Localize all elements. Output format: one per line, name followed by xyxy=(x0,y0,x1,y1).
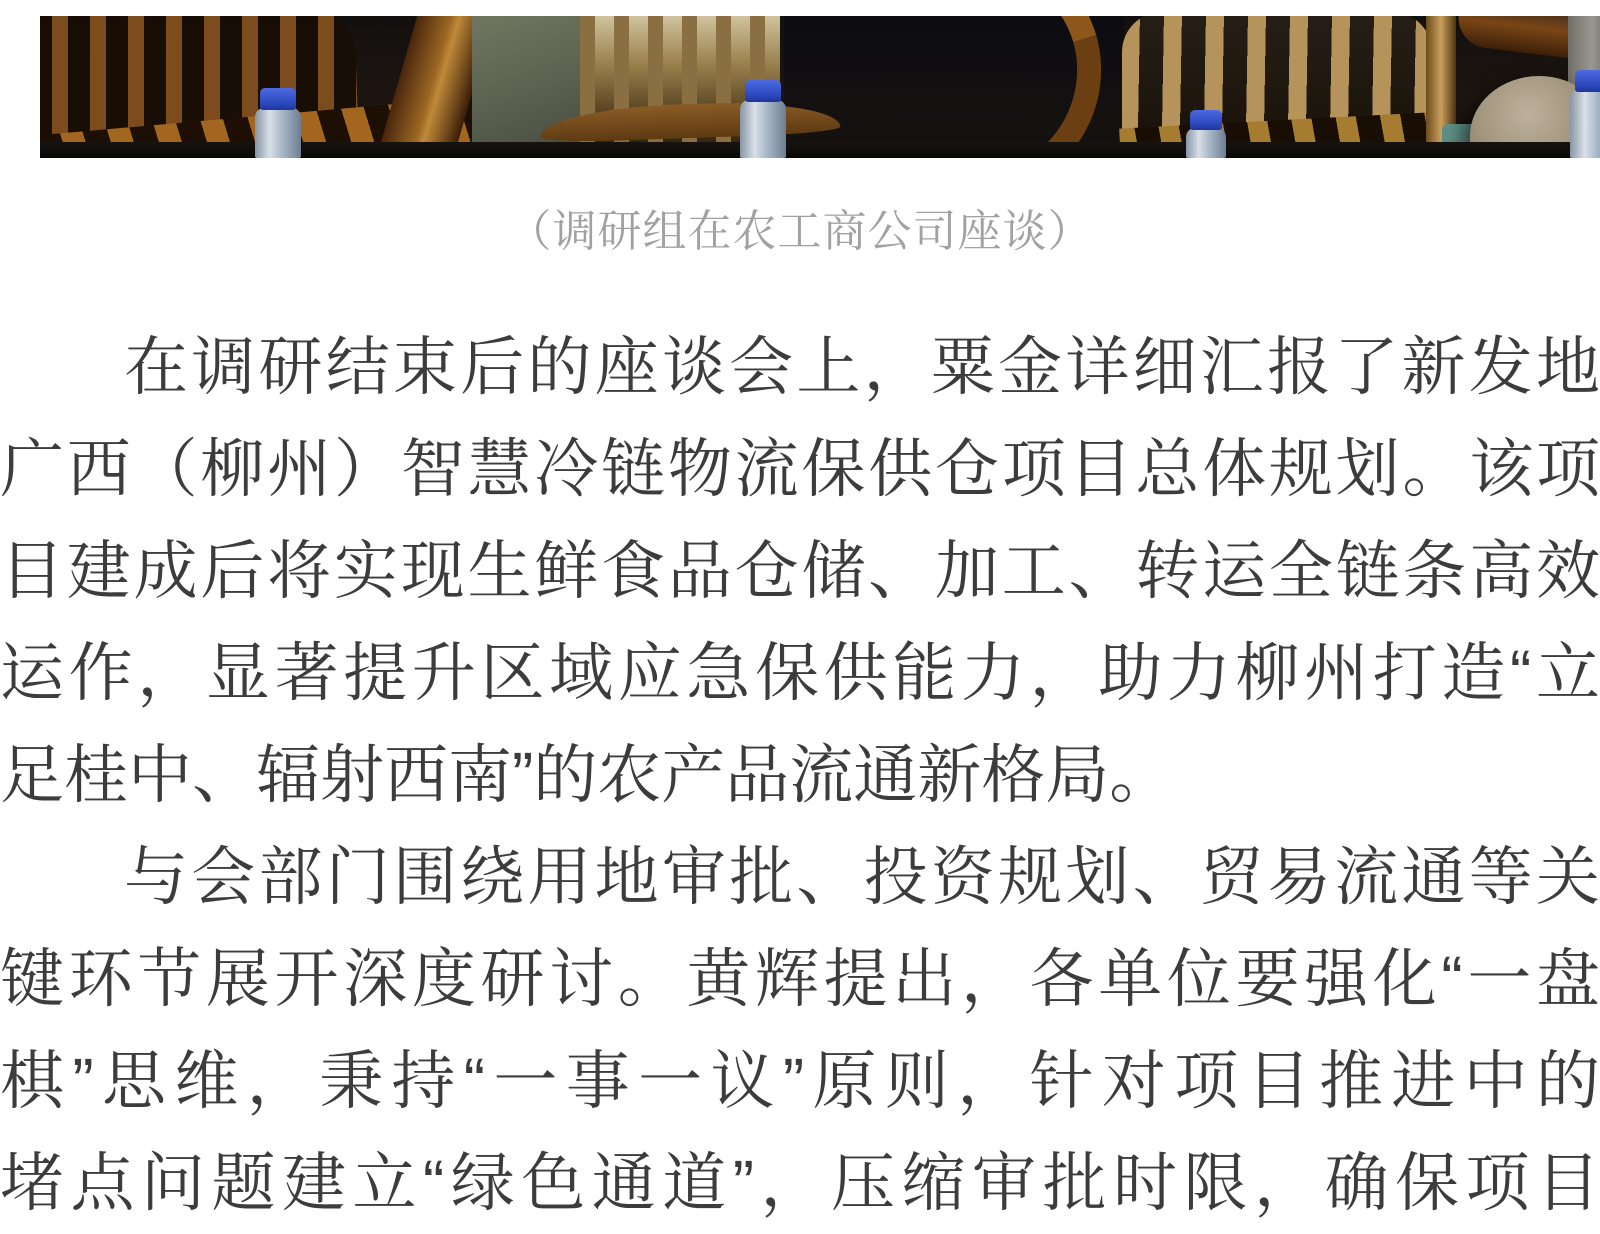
water-bottle xyxy=(740,100,786,158)
water-bottle xyxy=(1186,128,1226,158)
article-paragraph xyxy=(0,826,1600,1234)
photo-caption: （调研组在农工商公司座谈） xyxy=(507,207,1093,256)
water-bottle xyxy=(1570,90,1600,158)
water-bottle xyxy=(255,108,301,158)
bottle-cap xyxy=(745,80,781,102)
bottle-cap xyxy=(260,88,296,110)
article-line: 棋”思维，秉持“一事一议”原则，针对项目推进中的 xyxy=(0,1045,1600,1117)
article-page xyxy=(0,16,1600,1234)
article-line: 目建成后将实现生鲜食品仓储、加工、转运全链条高效 xyxy=(0,535,1600,607)
bottle-cap xyxy=(1575,70,1600,92)
bottle-cap xyxy=(1190,110,1222,130)
article-body xyxy=(0,316,1600,1234)
article-line: 足桂中、辐射西南”的农产品流通新格局。 xyxy=(0,739,1174,811)
article-line: 广西（柳州）智慧冷链物流保供仓项目总体规划。该项 xyxy=(0,433,1600,505)
article-line: 在调研结束后的座谈会上，粟金详细汇报了新发地 xyxy=(124,331,1600,403)
article-line: 键环节展开深度研讨。黄辉提出，各单位要强化“一盘 xyxy=(0,943,1600,1015)
article-paragraph xyxy=(0,316,1600,826)
article-line: 堵点问题建立“绿色通道”，压缩审批时限，确保项目 xyxy=(0,1147,1600,1219)
article-line: 运作，显著提升区域应急保供能力，助力柳州打造“立 xyxy=(0,637,1600,709)
article-line: 与会部门围绕用地审批、投资规划、贸易流通等关 xyxy=(124,841,1600,913)
meeting-photo xyxy=(40,16,1600,158)
